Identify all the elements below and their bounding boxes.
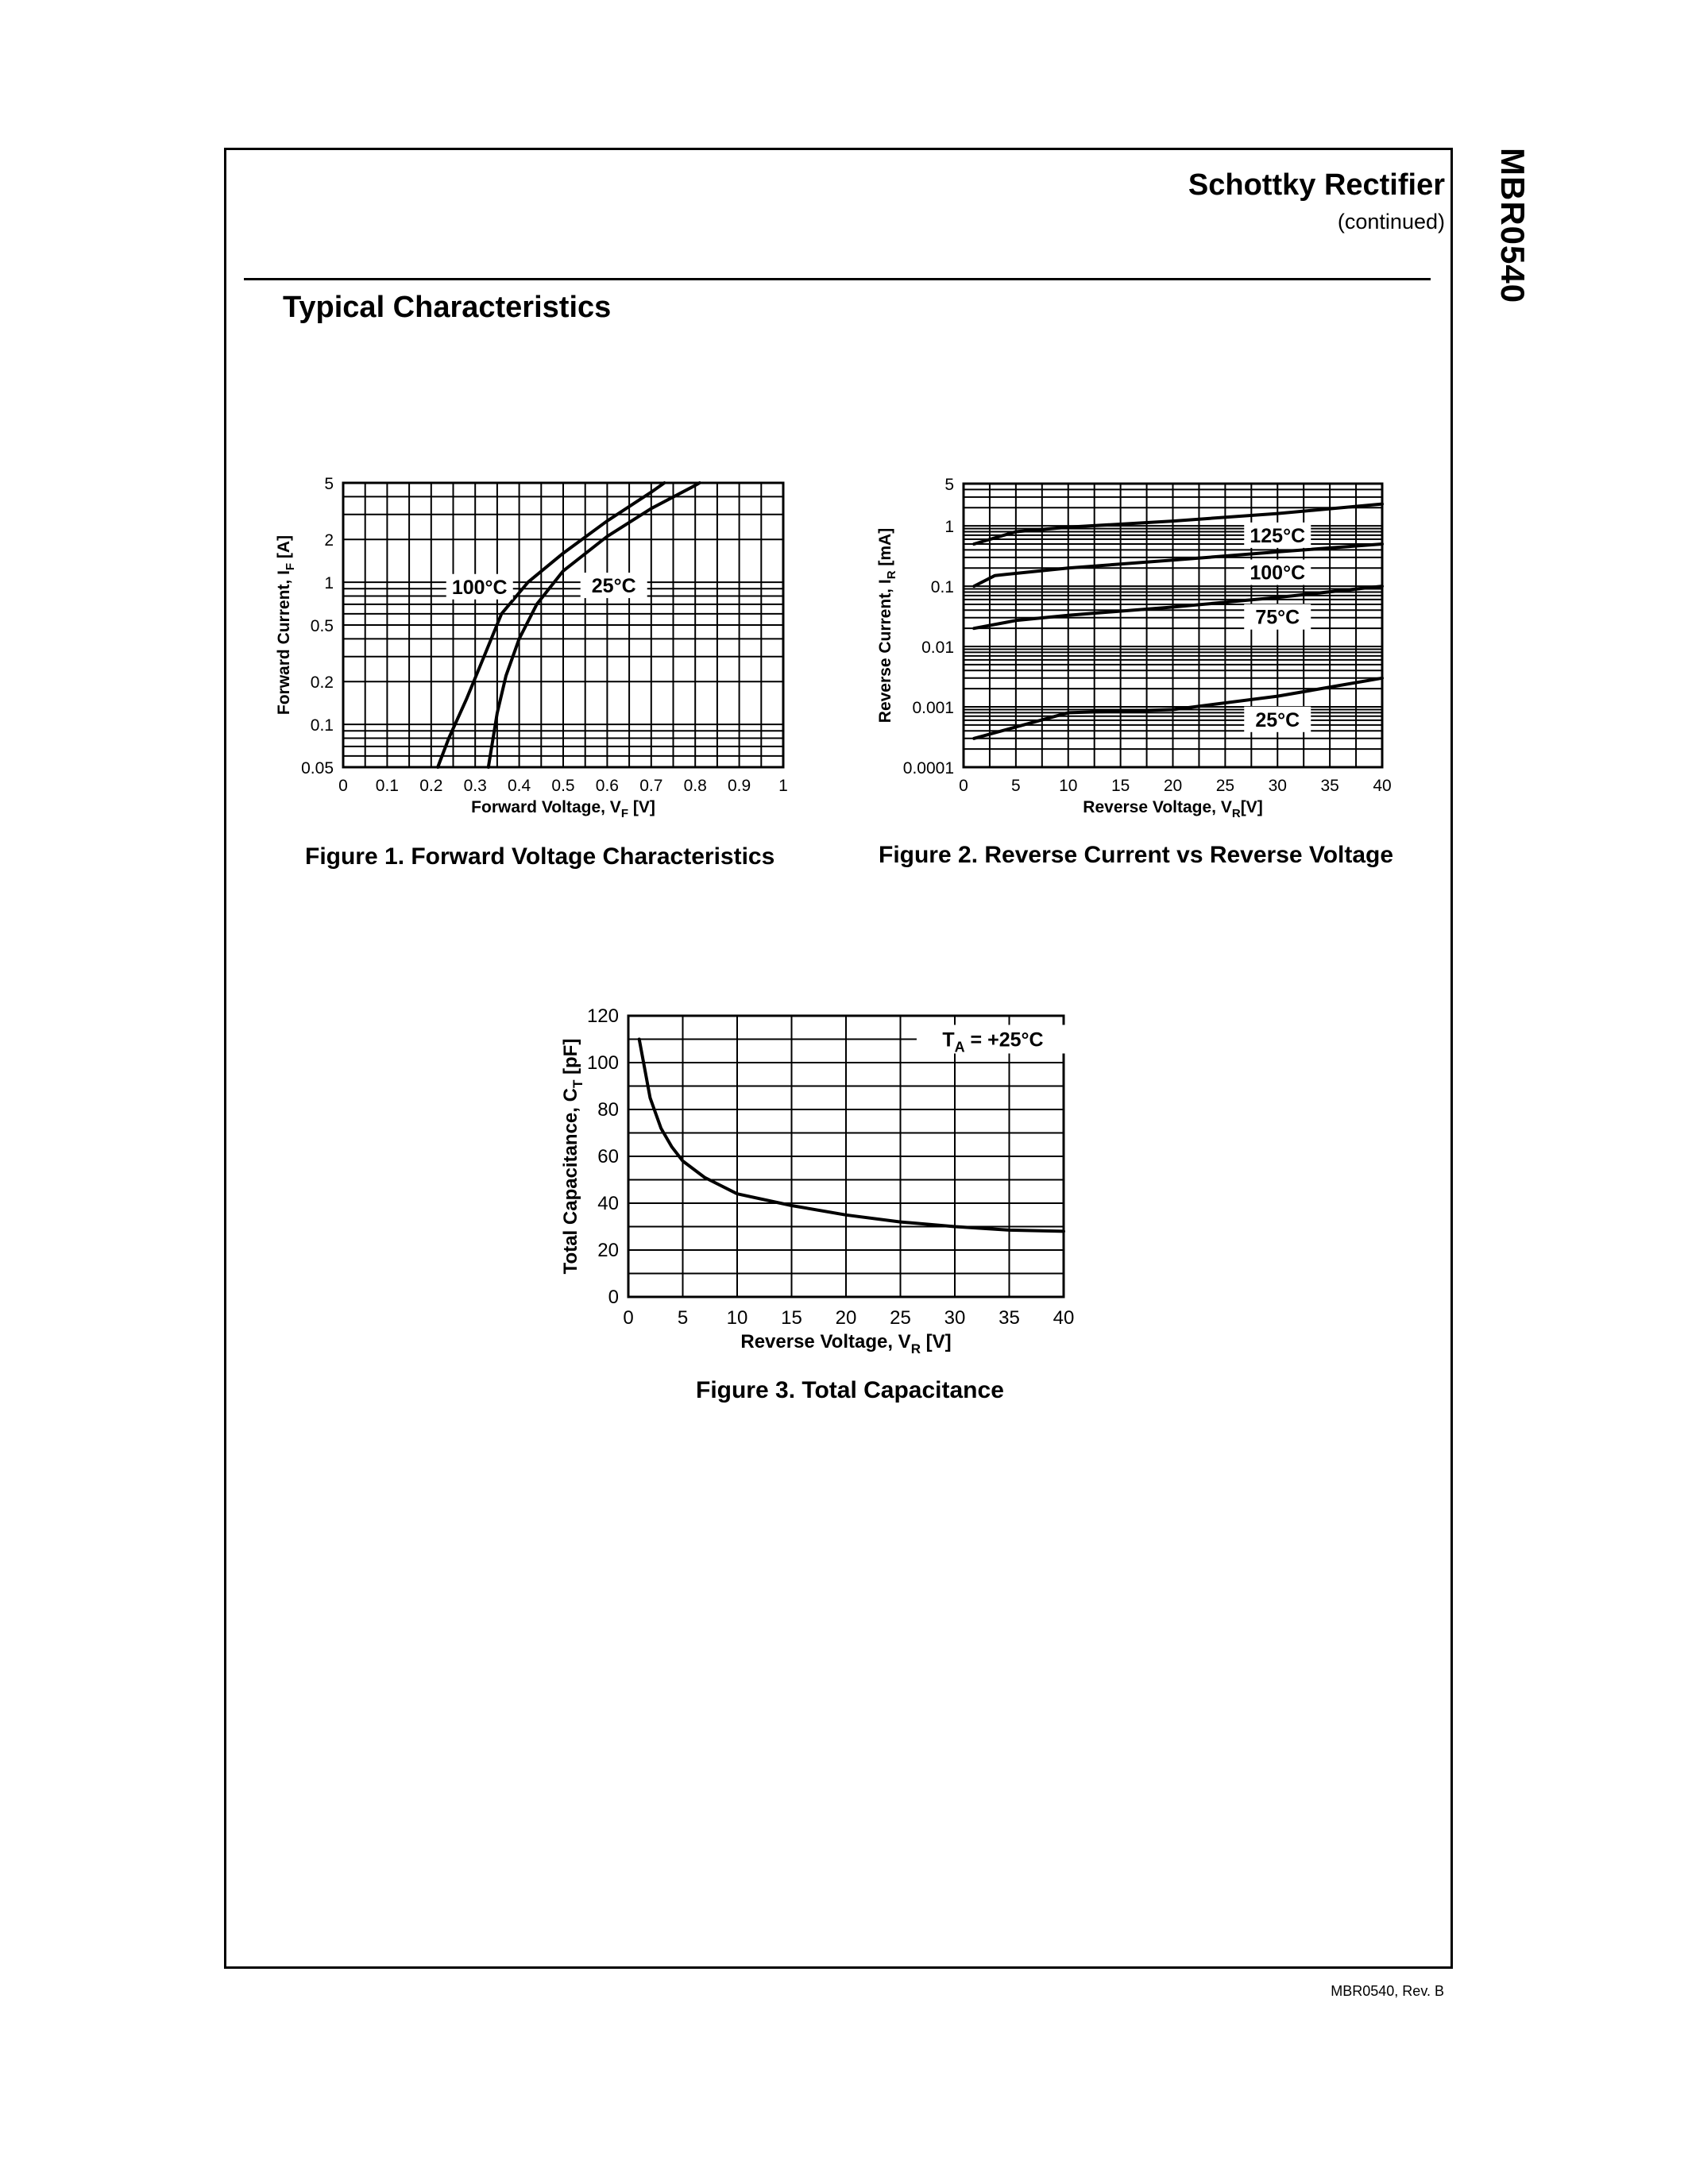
fig3-x-tick-label: 30 — [944, 1307, 966, 1329]
fig3-y-tick-label: 0 — [608, 1287, 619, 1308]
fig2-group — [876, 476, 1392, 820]
fig1-x-tick-label: 0.1 — [375, 777, 400, 795]
fig1-y-tick-label: 1 — [324, 574, 334, 593]
fig3-x-tick-label: 25 — [890, 1307, 911, 1329]
fig1-series-label: 100°C — [451, 576, 508, 599]
fig1-x-axis-label: Forward Voltage, $V_F$ [V] — [471, 798, 655, 820]
fig2-x-tick-label: 25 — [1215, 777, 1235, 795]
fig3-y-tick-label: 60 — [597, 1146, 619, 1167]
fig3-x-tick-label: 15 — [781, 1307, 802, 1329]
fig3-y-tick-label: 80 — [597, 1099, 619, 1121]
fig1-y-tick-label: 0.05 — [301, 759, 334, 778]
fig2-series-line — [974, 678, 1382, 739]
figure-2-caption: Figure 2. Reverse Current vs Reverse Voltage — [879, 842, 1394, 868]
fig2-y-tick-label: 5 — [944, 476, 954, 494]
fig2-x-tick-label: 30 — [1268, 777, 1287, 795]
fig3-annotation: $T_A = +25^\circ C$ — [942, 1028, 1044, 1055]
fig3-y-axis-label: Total Capacitance, $C_T$ [pF] — [560, 1038, 585, 1275]
section-title: Typical Characteristics — [283, 291, 612, 324]
fig2-series-label: 100°C — [1250, 561, 1306, 585]
fig2-y-tick-label: 0.1 — [930, 578, 954, 597]
fig2-y-tick-label: 0.01 — [921, 639, 954, 658]
fig2-x-tick-label: 35 — [1320, 777, 1339, 795]
fig1-x-tick-label: 0.8 — [683, 777, 707, 795]
fig1-y-tick-label: 2 — [324, 531, 334, 550]
fig2-x-tick-label: 0 — [959, 777, 968, 795]
fig2-series-label: 75°C — [1255, 606, 1300, 629]
fig1-y-tick-label: 5 — [324, 475, 334, 493]
fig2-series-line — [974, 504, 1382, 544]
fig1-x-tick-label: 0.5 — [551, 777, 575, 795]
figure-3-caption: Figure 3. Total Capacitance — [696, 1377, 1004, 1403]
fig3-group — [560, 1005, 1074, 1356]
fig2-x-tick-label: 10 — [1059, 777, 1078, 795]
fig3-y-tick-label: 20 — [597, 1240, 619, 1261]
fig1-x-tick-label: 0 — [338, 777, 348, 795]
side-part-number: MBR0540 — [1494, 148, 1532, 304]
fig3-y-tick-label: 120 — [586, 1005, 619, 1027]
fig2-x-tick-label: 40 — [1373, 777, 1392, 795]
fig1-x-tick-label: 0.9 — [727, 777, 751, 795]
fig2-y-tick-label: 1 — [944, 518, 954, 537]
fig1-series-label: 25°C — [591, 575, 636, 598]
fig3-x-axis-label: Reverse Voltage, $V_R$ [V] — [740, 1331, 952, 1356]
fig1-y-tick-label: 0.1 — [310, 716, 334, 735]
fig3-x-tick-label: 0 — [623, 1307, 634, 1329]
fig1-x-tick-label: 0.2 — [419, 777, 443, 795]
fig3-x-tick-label: 10 — [726, 1307, 748, 1329]
fig2-series-label: 25°C — [1255, 708, 1300, 731]
fig1-x-tick-label: 0.3 — [463, 777, 487, 795]
fig2-y-tick-label: 0.0001 — [902, 759, 954, 778]
document-subtitle: (continued) — [1337, 210, 1445, 233]
figure-1-caption: Figure 1. Forward Voltage Characteristics — [305, 843, 775, 870]
fig1-y-axis-label: Forward Current, $I_F$ [A] — [275, 534, 297, 716]
fig1-y-tick-label: 0.5 — [310, 617, 334, 635]
fig1-x-tick-label: 1 — [778, 777, 788, 795]
footer-revision: MBR0540, Rev. B — [1331, 1983, 1444, 1999]
document-title: Schottky Rectifier — [1188, 168, 1445, 202]
fig3-x-tick-label: 35 — [999, 1307, 1020, 1329]
fig3-x-tick-label: 5 — [677, 1307, 689, 1329]
fig3-x-tick-label: 20 — [835, 1307, 857, 1329]
fig1-group — [275, 475, 788, 820]
fig1-y-tick-label: 0.2 — [310, 673, 334, 693]
fig3-x-tick-label: 40 — [1053, 1307, 1075, 1329]
fig1-x-tick-label: 0.7 — [639, 777, 663, 795]
fig2-x-axis-label: Reverse Voltage, $V_R[V]$ — [1083, 798, 1263, 820]
fig2-y-tick-label: 0.001 — [912, 699, 954, 718]
fig1-x-tick-label: 0.6 — [595, 777, 620, 795]
fig2-x-tick-label: 15 — [1111, 777, 1130, 795]
fig3-y-tick-label: 100 — [586, 1052, 619, 1074]
fig2-y-axis-label: Reverse Current, $I_R$ [mA] — [876, 527, 898, 723]
fig2-x-tick-label: 20 — [1163, 777, 1183, 795]
fig3-y-tick-label: 40 — [597, 1193, 619, 1214]
fig2-series-label: 125°C — [1250, 524, 1306, 547]
fig2-x-tick-label: 5 — [1011, 777, 1021, 795]
fig1-x-tick-label: 0.4 — [507, 777, 531, 795]
